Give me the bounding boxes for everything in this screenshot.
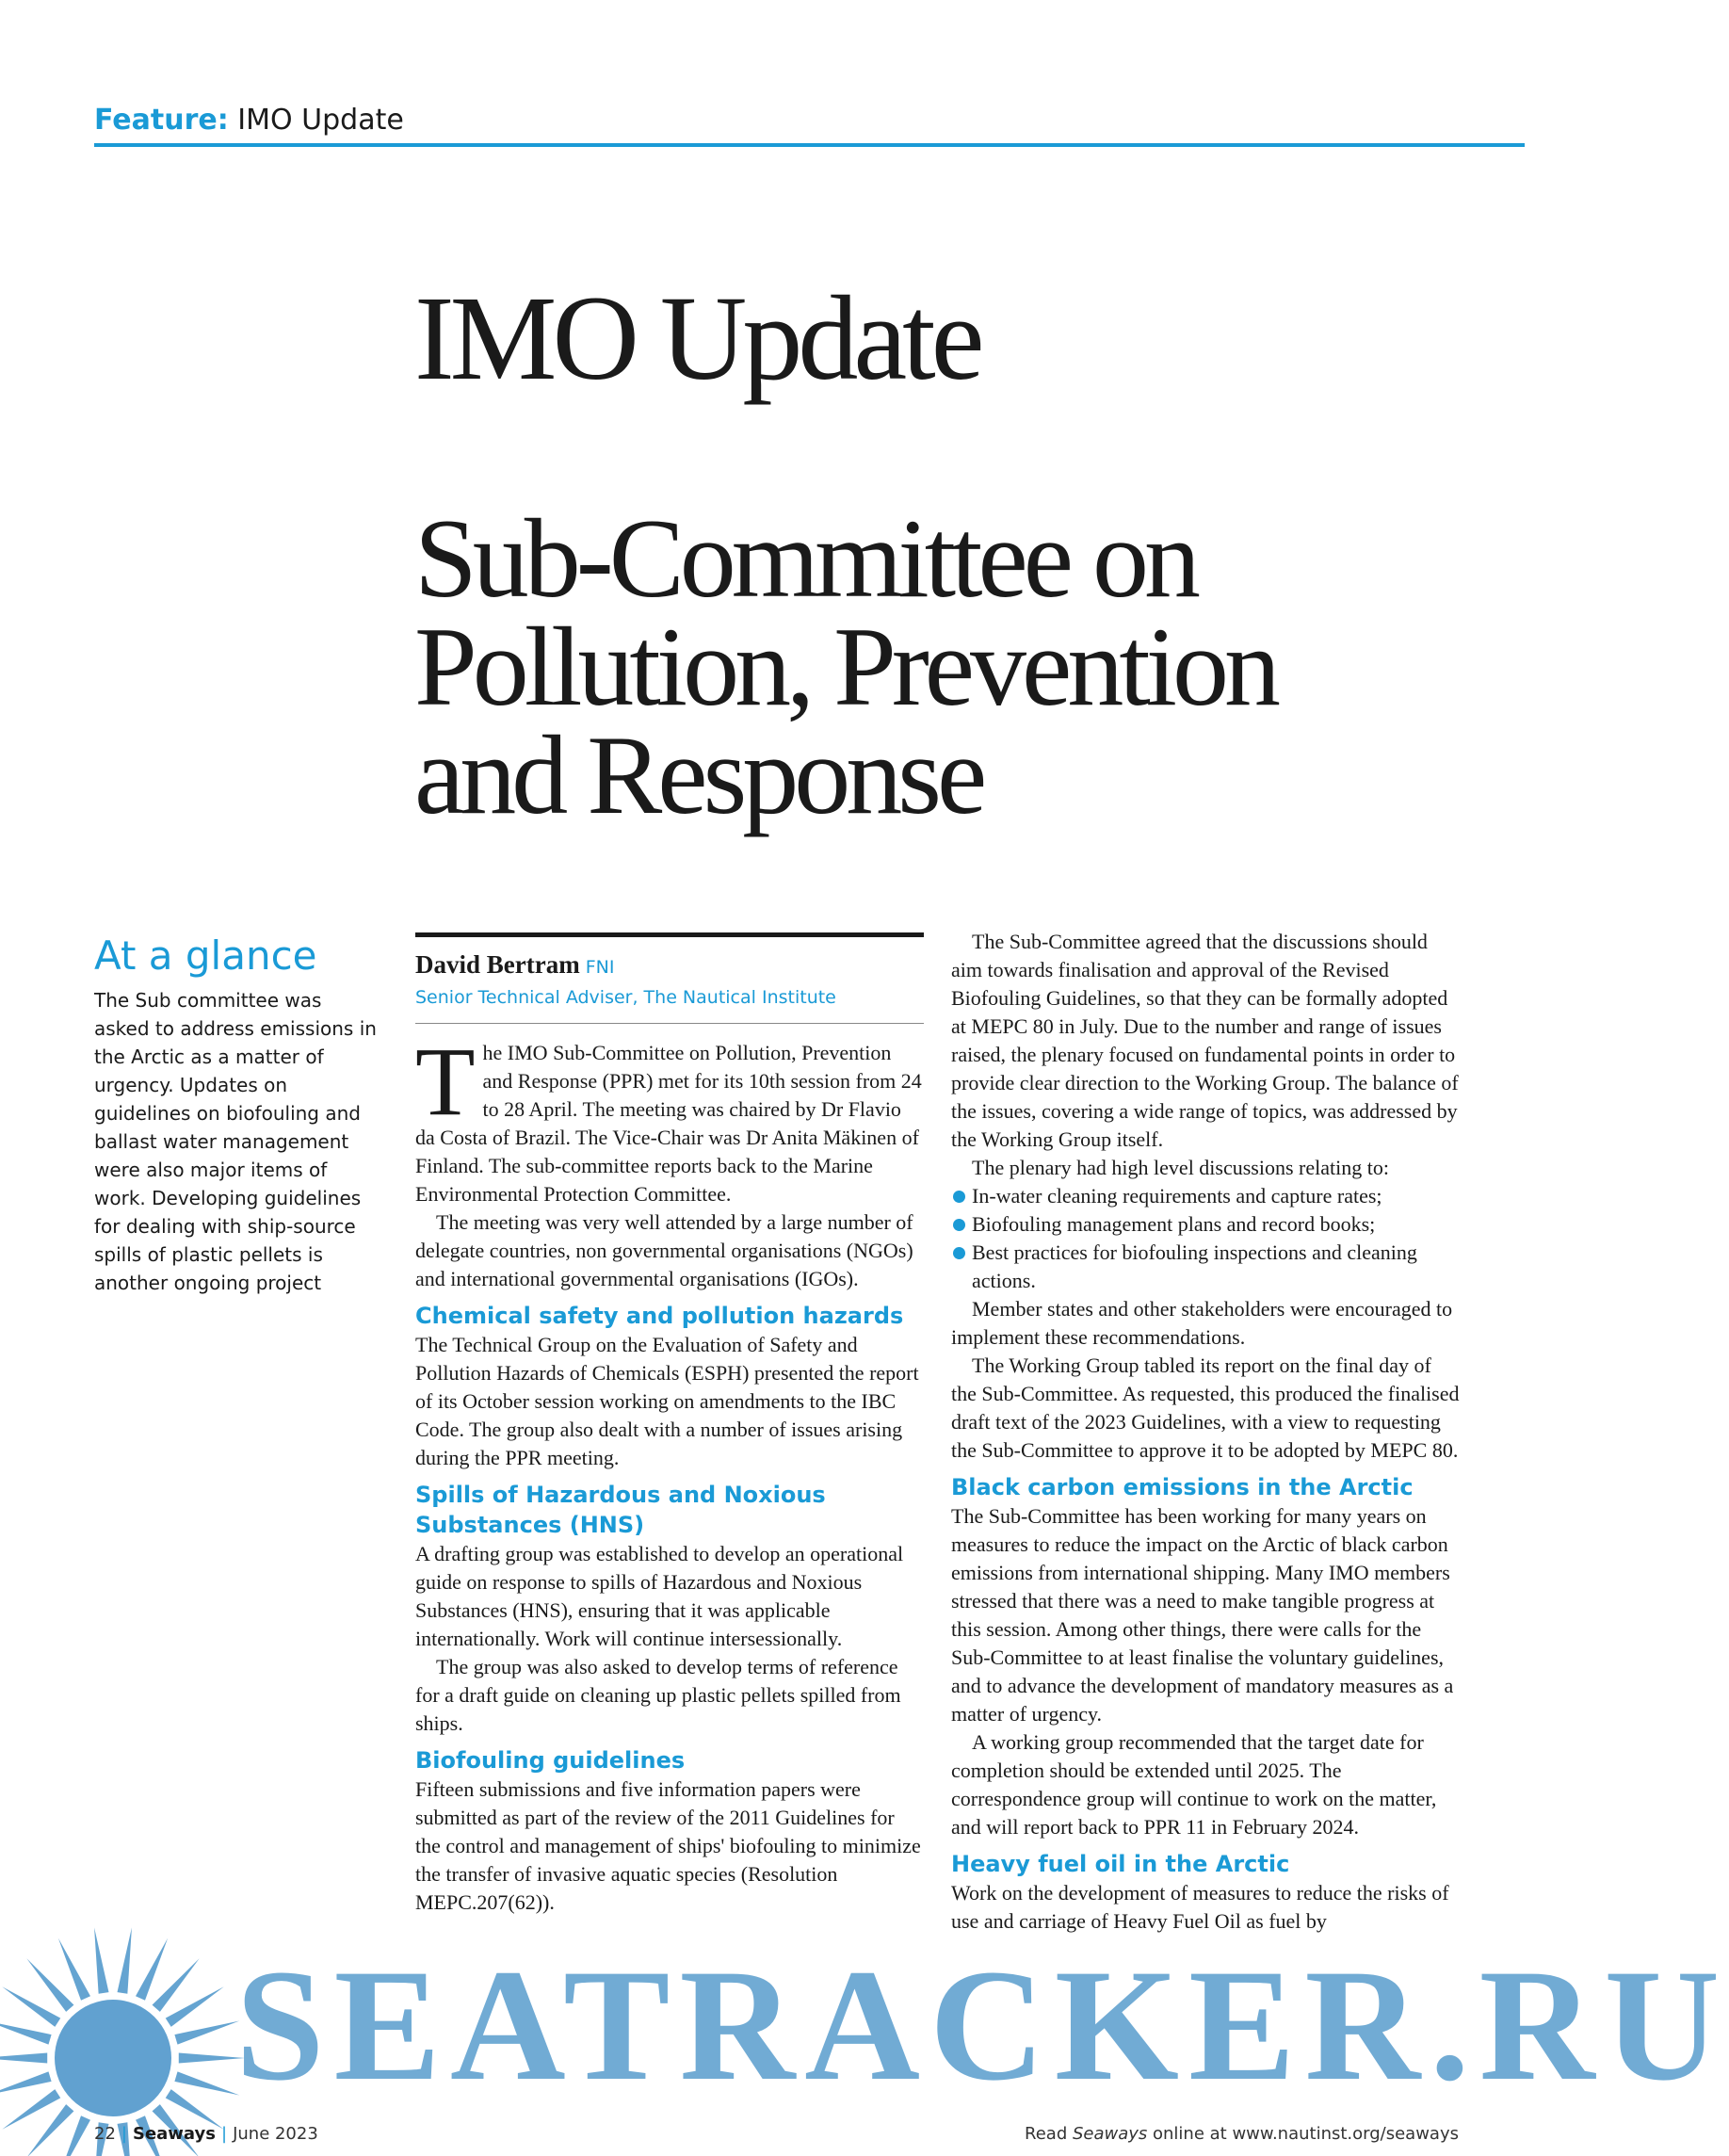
body-paragraph: The Working Group tabled its report on the final day of the Sub-Committee. As requested, this produced the finalised draft text of the 2023 Guidelines, with a view to requesting the Sub-Committee to approve it to be adopted by MEPC 80. xyxy=(951,1354,1460,1462)
author-role: Senior Technical Adviser, The Nautical Institute xyxy=(415,987,836,1008)
footer-date: June 2023 xyxy=(233,2124,318,2144)
body-paragraph: The group was also asked to develop terms of reference for a draft guide on cleaning up plastic pellets spilled from ships. xyxy=(415,1655,901,1735)
article-title-line: Pollution, Prevention xyxy=(414,604,1276,729)
article-column-2 xyxy=(951,928,1460,1936)
footer-read-online: Read Seaways online at www.nautinst.org/seaways xyxy=(1025,2124,1459,2144)
footer-page-info: 22 | Seaways | June 2023 xyxy=(94,2124,318,2144)
sun-ray xyxy=(0,2071,52,2095)
intro-text: he IMO Sub-Committee on Pollution, Prevention and Response (PPR) met for its 10th session from 24 to 28 April. The meeting was chaired by Dr Flavio da Costa of Brazil. The Vice-Chair was Dr Anita Mäkinen of Finland. The sub-committee reports back to the Marine Environmental Protection Committee. xyxy=(415,1041,922,1206)
sun-ray xyxy=(166,1986,224,2027)
body-paragraph: Member states and other stakeholders were encouraged to implement these recommendations. xyxy=(951,1297,1453,1349)
at-a-glance-box xyxy=(94,932,377,1297)
footer-magazine: Seaways xyxy=(132,2124,216,2144)
bullet-dot-icon xyxy=(953,1191,965,1203)
sun-ray xyxy=(2,2089,60,2130)
section-heading-black-carbon: Black carbon emissions in the Arctic xyxy=(951,1474,1414,1500)
body-paragraph: A drafting group was established to develop an operational guide on response to spills of Hazardous and Noxious Substances (HNS), ensuring that it was applicable internationally. Work will continue intersessionally. xyxy=(415,1542,904,1650)
drop-cap: T xyxy=(415,1028,476,1136)
sun-ray xyxy=(2,1986,60,2027)
intro-paragraph xyxy=(415,1028,924,1208)
bullet-dot-icon xyxy=(953,1219,965,1231)
bullet-list xyxy=(951,1182,1460,1295)
sun-ray xyxy=(136,1938,168,2001)
section-name: IMO Update xyxy=(237,104,404,137)
section-heading-spills: Spills of Hazardous and Noxious Substances (HNS) xyxy=(415,1482,826,1538)
sun-ray xyxy=(58,1938,90,2001)
page-number: 22 xyxy=(94,2124,116,2144)
header-rule xyxy=(94,143,1525,147)
sun-ray xyxy=(0,2053,47,2064)
at-a-glance-text: The Sub committee was asked to address emissions in the Arctic as a matter of urgency. Updates on guidelines on biofouling and ballast water management were also major items of work. Developing guidelines for dealing with ship-source spills of plastic pellets is another ongoing project xyxy=(94,989,377,1294)
section-heading-biofouling: Biofouling guidelines xyxy=(415,1747,686,1774)
article-title-line: and Response xyxy=(414,712,983,837)
page-title: IMO Update xyxy=(414,271,980,405)
article-column-1 xyxy=(415,932,924,1917)
sun-ray xyxy=(153,1958,200,2012)
author-postnominal: FNI xyxy=(585,957,615,978)
sun-ray xyxy=(174,2071,239,2095)
body-paragraph: Work on the development of measures to reduce the risks of use and carriage of Heavy Fuel Oil as fuel by xyxy=(951,1881,1449,1933)
section-label: Feature: xyxy=(94,104,229,137)
byline-author xyxy=(415,950,924,981)
sun-ray xyxy=(0,2021,52,2045)
byline-divider xyxy=(415,1023,924,1024)
sun-ray xyxy=(94,1927,108,1993)
section-heading-heavy-fuel-oil: Heavy fuel oil in the Arctic xyxy=(951,1851,1290,1877)
article-title-line: Sub-Committee on xyxy=(414,495,1196,621)
bullet-dot-icon xyxy=(953,1247,965,1259)
byline-rule xyxy=(415,932,924,937)
body-paragraph: Fifteen submissions and five information papers were submitted as part of the review of the 2011 Guidelines for the control and management of ships' biofouling to minimize the transfer of invasive aquatic species (Resolution MEPC.207(62)). xyxy=(415,1777,921,1914)
body-paragraph: The Sub-Committee has been working for many years on measures to reduce the impact on the Arctic of black carbon emissions from international shipping. Many IMO members stressed that there was a need to make tangible progress at this session. Among other things, there were calls for the Sub-Committee to at least finalise the voluntary guidelines, and to advance the development of mandatory measures as a matter of urgency. xyxy=(951,1504,1454,1726)
footer-read-magazine: Seaways xyxy=(1072,2124,1148,2144)
section-heading-chemical: Chemical safety and pollution hazards xyxy=(415,1303,904,1329)
sun-ray xyxy=(26,1958,73,2012)
body-paragraph: The plenary had high level discussions relating to: xyxy=(972,1156,1389,1179)
sun-ray xyxy=(117,1927,131,1993)
body-paragraph: The Sub-Committee agreed that the discussions should aim towards finalisation and approval of the Revised Biofouling Guidelines, so that they can be formally adopted at MEPC 80 in July. Due to the number and range of issues raised, the plenary focused on fundamental points in order to provide clear direction to the Working Group. The balance of the issues, covering a wide range of topics, was addressed by the Working Group itself. xyxy=(951,930,1459,1151)
list-item: In-water cleaning requirements and capture rates; xyxy=(951,1182,1460,1210)
list-item: Best practices for biofouling inspections and cleaning actions. xyxy=(951,1239,1460,1295)
at-a-glance-heading: At a glance xyxy=(94,932,317,979)
sun-ray xyxy=(174,2021,239,2045)
body-paragraph: A working group recommended that the target date for completion should be extended until 2025. The correspondence group will continue to work on the matter, and will report back to PPR 11 in February 2024. xyxy=(951,1730,1437,1839)
section-header xyxy=(94,104,404,137)
article-title xyxy=(414,495,1450,837)
body-paragraph: The meeting was very well attended by a large number of delegate countries, non governmental organisations (NGOs) and international governmental organisations (IGOs). xyxy=(415,1210,913,1290)
watermark-sun-icon xyxy=(0,1893,273,2156)
watermark-text: SEATRACKER.RU xyxy=(235,1937,1729,2114)
body-paragraph: The Technical Group on the Evaluation of Safety and Pollution Hazards of Chemicals (ESPH) presented the report of its October session working on amendments to the IBC Code. The group also dealt with a number of issues arising during the PPR meeting. xyxy=(415,1333,919,1469)
list-item: Biofouling management plans and record books; xyxy=(951,1210,1460,1239)
author-name: David Bertram xyxy=(415,950,580,979)
